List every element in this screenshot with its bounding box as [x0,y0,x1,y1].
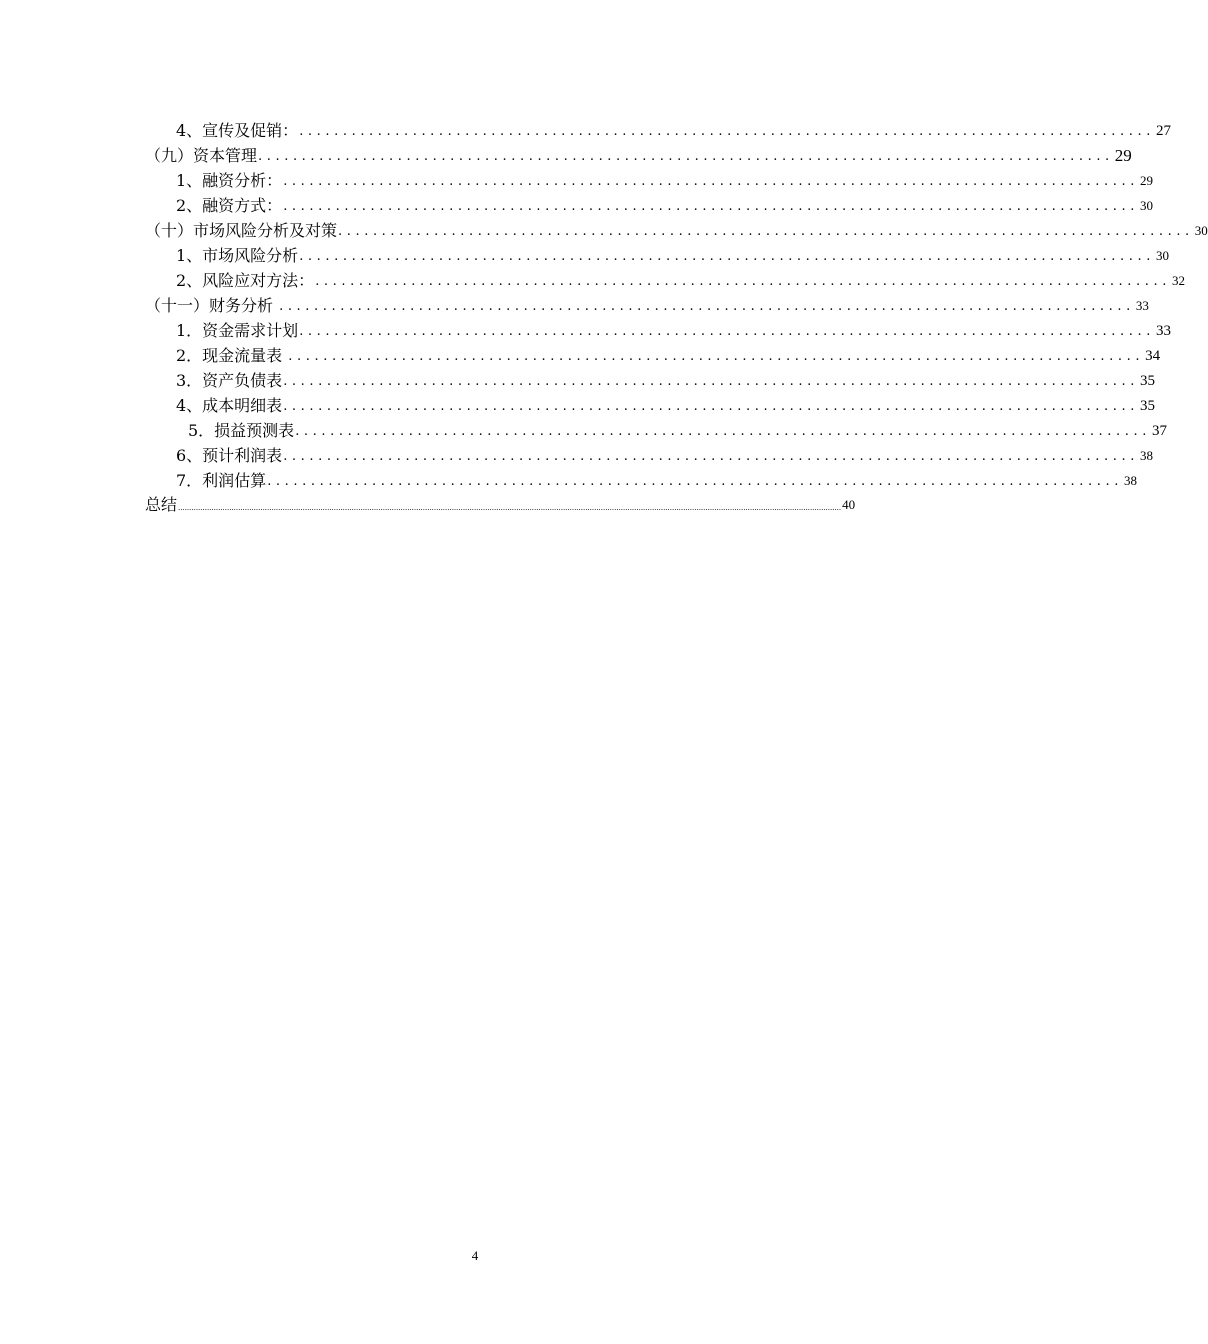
toc-entry-label: 3．资产负债表 [176,371,283,390]
toc-entry-page: 27 [1155,123,1171,139]
toc-entry-page: 35 [1139,398,1155,414]
toc-entry[interactable] [176,467,1137,491]
toc-entry-page: 33 [1135,298,1149,313]
toc-entry-label: 6、预计利润表 [176,446,283,465]
toc-entry[interactable] [145,142,1132,166]
toc-dot-leader: .................................................................................................. [283,399,1139,414]
toc-entry[interactable] [176,342,1161,366]
toc-entry-page: 38 [1139,448,1153,463]
toc-dot-leader: .................................................................................................. [283,449,1139,464]
toc-entry-label: （十）市场风险分析及对策 [145,221,338,240]
toc-entry-page: 33 [1155,323,1171,339]
toc-dot-leader: .................................................................................................. [299,324,1155,339]
toc-dot-leader: .................................................................................................. [258,149,1114,164]
toc-entry-label: 2、融资方式： [176,196,283,215]
toc-entry[interactable] [176,267,1185,291]
toc-entry-label: 2．现金流量表 [176,346,288,365]
toc-entry-page: 38 [1123,473,1137,488]
toc-dot-leader: .................................................................................................. [267,474,1123,489]
toc-entry[interactable] [176,442,1153,466]
toc-entry-label: 5．损益预测表 [188,421,295,440]
toc-entry[interactable] [176,117,1171,141]
toc-entry-page: 37 [1151,423,1167,439]
toc-entry-label: 1．资金需求计划 [176,321,299,340]
toc-entry[interactable] [145,491,856,515]
toc-dot-leader: .................................................................................................. [338,224,1194,239]
toc-entry-page: 30 [1155,248,1169,263]
toc-entry-label: 1、融资分析： [176,171,283,190]
toc-entry-page: 40 [842,497,856,512]
toc-entry[interactable] [176,192,1153,216]
toc-entry-label: 4、成本明细表 [176,396,283,415]
toc-dot-leader: .................................................................................................. [299,249,1155,264]
toc-dot-leader: .................................................................................................. [315,274,1171,289]
toc-entry[interactable] [145,292,1149,316]
toc-entry-page: 34 [1145,348,1161,364]
toc-dot-leader: .................................................................................................. [283,174,1139,189]
toc-entry-label: 7．利润估算 [176,471,267,490]
toc-entry-label: 1、市场风险分析 [176,246,299,265]
toc-entry-label: （十一）财务分析 [145,296,279,315]
toc-entry-page: 35 [1139,373,1155,389]
toc-entry-label: （九）资本管理 [145,146,258,165]
toc-entry[interactable] [176,167,1153,191]
toc-entry-label: 总结 [145,495,178,514]
toc-dot-leader: .................................................................................................. [279,299,1135,314]
toc-dot-leader: .................................................................................................. [283,199,1139,214]
toc-entry-page: 32 [1171,273,1185,288]
page-number: 4 [471,1248,479,1263]
toc-entry-page: 30 [1139,198,1153,213]
toc-entry[interactable] [176,317,1171,341]
toc-entry[interactable] [188,417,1167,441]
toc-entry-label: 4、宣传及促销： [176,121,299,140]
toc-entry[interactable] [176,392,1155,416]
toc-entry-page: 29 [1139,173,1153,188]
toc-entry-page: 29 [1114,146,1132,165]
toc-dot-leader: .......................................................................................................................................................................................................................................................................................................... [178,504,842,512]
toc-entry-page: 30 [1194,223,1208,238]
toc-dot-leader: .................................................................................................. [283,374,1139,389]
toc-dot-leader: .................................................................................................. [299,124,1155,139]
toc-entry[interactable] [176,367,1155,391]
toc-entry-label: 2、风险应对方法： [176,271,315,290]
toc-entry[interactable] [145,217,1208,241]
toc-dot-leader: .................................................................................................. [288,349,1145,364]
toc-entry[interactable] [176,242,1169,266]
toc-dot-leader: .................................................................................................. [295,424,1151,439]
